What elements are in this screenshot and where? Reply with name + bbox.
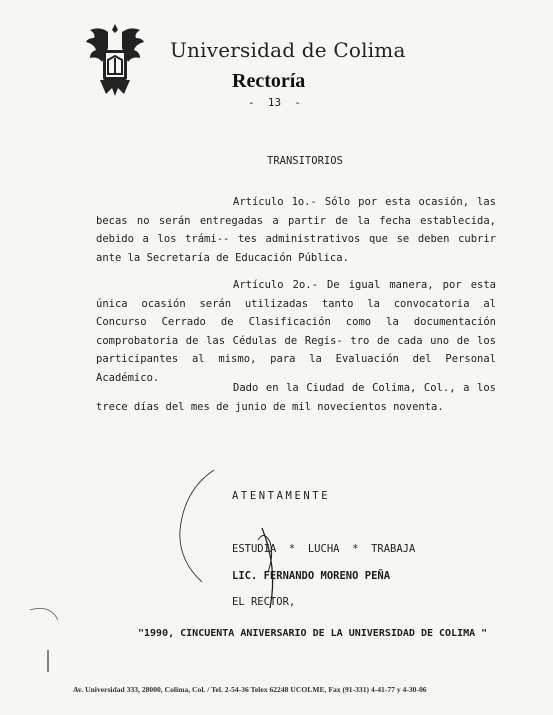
dated-statement: [96, 379, 496, 416]
signer-name: LIC. FERNANDO MORENO PEÑA: [232, 570, 391, 582]
university-eagle-seal-icon: [86, 22, 144, 96]
closing-role: EL RECTOR,: [232, 596, 296, 608]
closing-salutation: ATENTAMENTE: [232, 490, 331, 502]
article-1-text: Artículo 1o.- Sólo por esta ocasión, las becas no serán entregadas a partir de la fecha establecida, debido a los trámi-- tes administrativos que se deben cubrir ante la Secretaría de Educación Pública.: [96, 196, 496, 264]
closing-block: [232, 450, 415, 646]
section-heading: TRANSITORIOS: [267, 155, 343, 167]
page-number: - 13 -: [248, 96, 301, 109]
dated-text: Dado en la Ciudad de Colima, Col., a los trece días del mes de junio de mil novecientos noventa.: [96, 382, 496, 413]
anniversary-motto: "1990, CINCUENTA ANIVERSARIO DE LA UNIVERSIDAD DE COLIMA ": [138, 628, 488, 639]
article-1: [96, 193, 496, 267]
closing-motto: ESTUDIA * LUCHA * TRABAJA: [232, 543, 416, 555]
office-title: Rectoría: [232, 70, 306, 92]
footer-address: Av. Universidad 333, 28000, Colima, Col. / Tel. 2-54-36 Telex 62248 UCOLME, Fax (91-331) 4-41-77 y 4-30-06: [73, 685, 427, 694]
article-2-text: Artículo 2o.- De igual manera, por esta única ocasión serán utilizadas tanto la convocatoria al Concurso Cerrado de Clasificación como la documentación comprobatoria de las Cédulas de Regis- tro de cada uno de los participantes al mismo, para la Evaluación del Personal Académico.: [96, 279, 496, 384]
article-2: [96, 276, 496, 387]
institution-name: Universidad de Colima: [170, 38, 406, 62]
